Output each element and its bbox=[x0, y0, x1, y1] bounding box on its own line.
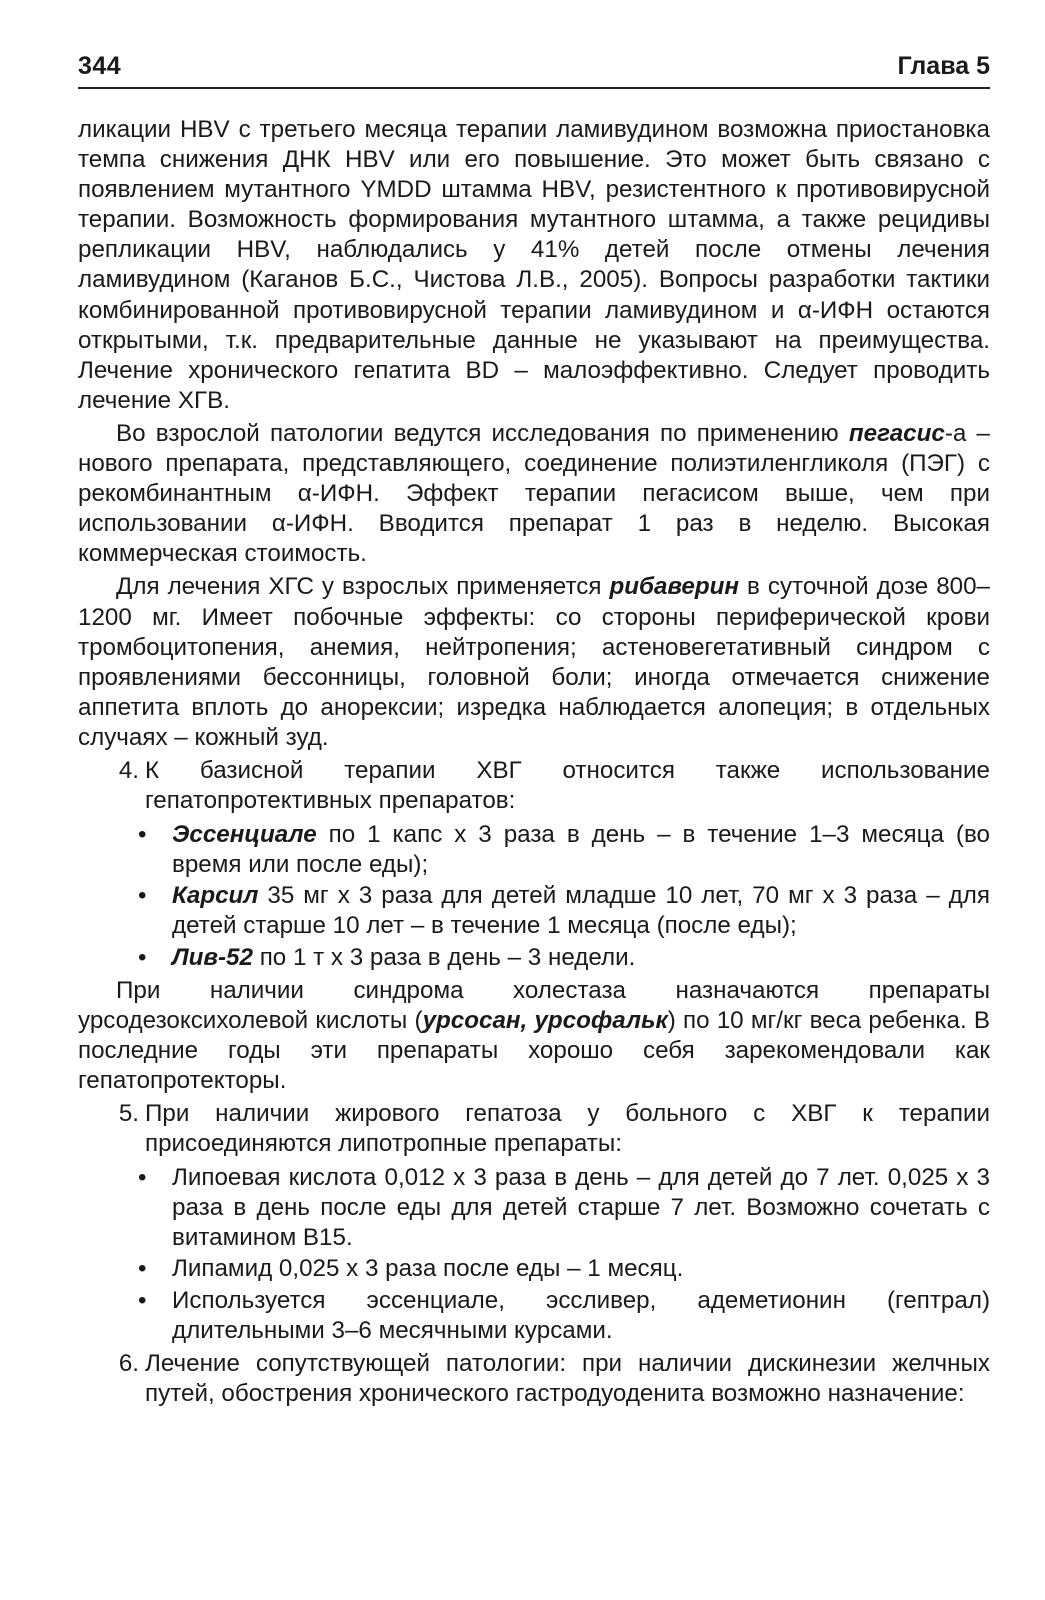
page-header bbox=[78, 52, 990, 90]
list-number: 5. bbox=[118, 1100, 139, 1127]
list-item bbox=[138, 1286, 990, 1346]
bullet: • bbox=[138, 1164, 147, 1192]
drug-name: Карсил bbox=[172, 882, 259, 910]
list-item bbox=[138, 820, 990, 880]
body-text bbox=[78, 115, 990, 1409]
bullet: • bbox=[138, 821, 147, 849]
list-number: 6. bbox=[118, 1349, 139, 1377]
list-item-5 bbox=[78, 1099, 990, 1159]
bullet: • bbox=[138, 943, 147, 971]
drug-name-ribavirin: рибаверин bbox=[609, 573, 740, 601]
paragraph-1: ликации HBV с третьего месяца терапии ламивудином возможна приостановка темпа снижения ДНК HBV или его повышение. Это может быть связано с появлением мутантного YMDD штамма HBV, резистентного к противовирусной терапии. Возможность формирования мутантного штамма, а также рецидивы репликации HBV, наблюдались у 41% детей после отмены лечения ламивудином (Каганов Б.С., Чистова Л.В., 2005). Вопросы разработки тактики комбинированной противовирусной терапии ламивудином и α-ИФН остаются открытыми, т.к. предварительные данные не указывают на преимущества. Лечение хронического гепатита BD – малоэффективно. Следует проводить лечение ХГВ. bbox=[78, 116, 990, 414]
list-item bbox=[138, 1254, 990, 1284]
list-item bbox=[138, 1163, 990, 1253]
paragraph-3-text-b: в суточной дозе 800–1200 мг. Имеет побочные эффекты: со стороны периферической крови тромбоцитопения, анемия, нейтропения; астеновегетативный синдром с проявлениями бессонницы, головной боли; иногда отмечается снижение аппетита вплоть до анорексии; изредка наблюдается алопеция; в отдельных случаях – кожный зуд. bbox=[78, 573, 991, 751]
paragraph-2-text-a: Во взрослой патологии ведутся исследования по применению bbox=[116, 419, 849, 447]
paragraph-4 bbox=[78, 976, 990, 1096]
bullet: • bbox=[138, 882, 147, 910]
bullet-text: по 1 капс х 3 раза в день – в течение 1–3 месяца (во время или после еды); bbox=[172, 821, 990, 879]
paragraph-3-text-a: Для лечения ХГС у взрослых применяется bbox=[116, 573, 610, 601]
lipotropic-list bbox=[138, 1163, 990, 1346]
bullet-text: Используется эссенциале, эссливер, адеметионин (гептрал) длительными 3–6 месячными курсами. bbox=[172, 1286, 990, 1344]
paragraph-2 bbox=[78, 419, 990, 569]
paragraph-4-text-a: При наличии синдрома холестаза назначаются препараты урсодезоксихолевой кислоты ( bbox=[78, 976, 990, 1034]
list-item-4 bbox=[78, 756, 990, 816]
list-number: 4. bbox=[118, 756, 139, 784]
chapter-title: Глава 5 bbox=[897, 52, 990, 80]
page-number: 344 bbox=[78, 52, 122, 80]
bullet-text: Липамид 0,025 х 3 раза после еды – 1 месяц. bbox=[172, 1255, 684, 1283]
bullet: • bbox=[138, 1286, 147, 1314]
list-item bbox=[138, 943, 990, 973]
hepatoprotector-list bbox=[138, 820, 990, 972]
list-item-text: Лечение сопутствующей патологии: при наличии дискинезии желчных путей, обострения хронического гастродуоденита возможно назначение: bbox=[145, 1349, 990, 1407]
bullet-text: 35 мг х 3 раза для детей младше 10 лет, 70 мг х 3 раза – для детей старше 10 лет – в течение 1 месяца (после еды); bbox=[172, 882, 990, 940]
drug-name-pegasis: пегасис bbox=[848, 419, 945, 447]
bullet-text: Липоевая кислота 0,012 х 3 раза в день – для детей до 7 лет. 0,025 х 3 раза в день после еды для детей старше 7 лет. Возможно сочетать с витамином В15. bbox=[172, 1164, 990, 1252]
drug-name-ursosan: урсосан, урсофальк bbox=[422, 1006, 668, 1034]
drug-name: Эссенциале bbox=[172, 821, 317, 849]
drug-name: Лив-52 bbox=[172, 943, 253, 971]
header-divider bbox=[78, 87, 990, 89]
bullet-text: по 1 т х 3 раза в день – 3 недели. bbox=[252, 943, 636, 971]
list-item-text: При наличии жирового гепатоза у больного с ХВГ к терапии присоединяются липотропные препараты: bbox=[145, 1100, 990, 1158]
paragraph-3 bbox=[78, 572, 990, 753]
list-item bbox=[138, 881, 990, 941]
list-item-text: К базисной терапии ХВГ относится также использование гепатопротективных препаратов: bbox=[145, 756, 990, 815]
paragraph-4-text-b: ) по 10 мг/кг веса ребенка. В последние годы эти препараты хорошо себя зарекомендовали как гепатопротекторы. bbox=[78, 1006, 990, 1094]
paragraph-2-text-b: -а – нового препарата, представляющего, соединение полиэтиленгликоля (ПЭГ) с рекомбинантным α-ИФН. Эффект терапии пегасисом выше, чем при использовании α-ИФН. Вводится препарат 1 раз в неделю. Высокая коммерческая стоимость. bbox=[78, 419, 990, 568]
list-item-6 bbox=[78, 1349, 990, 1409]
bullet: • bbox=[138, 1255, 147, 1283]
